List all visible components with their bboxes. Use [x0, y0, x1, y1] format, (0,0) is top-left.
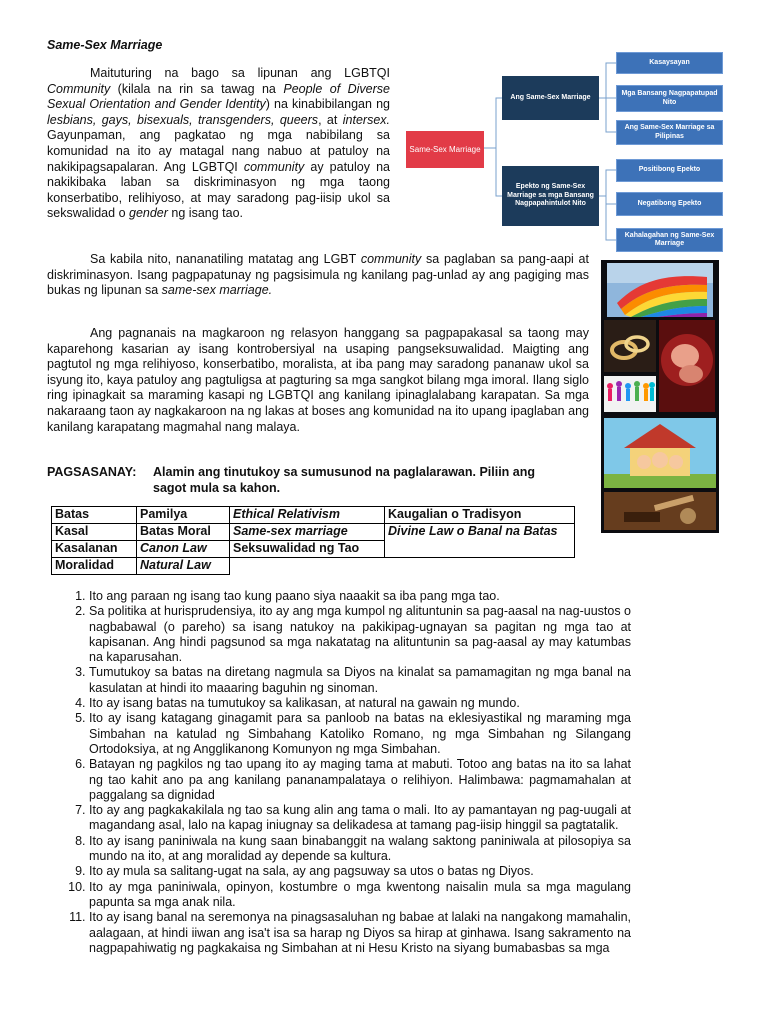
word-box-cell: Moralidad: [52, 558, 137, 575]
diagram-leaf-positibo: Positibong Epekto: [616, 159, 723, 182]
diagram-leaf-pilipinas: Ang Same-Sex Marriage sa Pilipinas: [616, 120, 723, 145]
diagram-leaf-mga-bansa: Mga Bansang Nagpapatupad Nito: [616, 85, 723, 112]
word-box-cell-divine-law: [385, 524, 575, 558]
diagram-leaf-kahalagahan: Kahalagahan ng Same-Sex Marriage: [616, 228, 723, 252]
connector-branch2-leaf2: [606, 196, 616, 204]
diagram-branch1-node: Ang Same-Sex Marriage: [502, 76, 599, 120]
connector-root-branch1: [484, 98, 502, 148]
diagram-branch2-node: Epekto ng Same-Sex Marriage sa mga Bansang Nagpapahintulot Nito: [502, 166, 599, 226]
question-item: 6. Batayan ng pagkilos ng tao upang ito ay maging tama at mabuti. Totoo ang batas na ito sa lahat ng tao kahit ano pa ang kanilang pananampalataya o relihiyon. Halimbawa: pagmamahalan at paggalang sa dignidad: [89, 757, 631, 803]
diagram-leaf-kasaysayan: Kasaysayan: [616, 52, 723, 74]
word-box-table: [51, 506, 575, 575]
diagram-leaf-negatibo: Negatibong Epekto: [616, 192, 723, 216]
word-box-cell: Pamilya: [137, 507, 230, 524]
question-item: 10. Ito ay mga paniniwala, opinyon, kostumbre o mga kwentong naisalin mula sa mga magulang papunta sa mga anak nila.: [89, 880, 631, 911]
rainbow-flag-photo: [607, 263, 713, 317]
connector-branch1-leaf3: [606, 98, 616, 132]
question-item: 3. Tumutukoy sa batas na diretang nagmula sa Diyos na kinalat sa pamamagitan ng mga banal na kasulatan at hindi ito maaaring baguhin ng sinoman.: [89, 665, 631, 696]
question-item: 11. Ito ay isang banal na seremonya na pinagsasaluhan ng babae at lalaki na nangakong mamahalin, aalagaan, at hindi iiwan ang isa't isa sa harap ng Diyos sa hirap at ginhawa. Isang sakramento na nagpapahiwatig ng pagkakaisa ng Simbahan at ni Hesu Kristo na siyang bumabasbas sa mga: [89, 910, 631, 956]
question-item: 1. Ito ang paraan ng isang tao kung paano siya naaakit sa iba pang mga tao.: [89, 589, 631, 604]
intro-paragraph: Maituturing na bago sa lipunan ang LGBTQI Community (kilala na rin sa tawag na People of Diverse Sexual Orientation and Gender Identity) na kinabibilangan ng lesbians, gays, bisexuals, transgenders, queers, at intersex. Gayunpaman, ang pagkatao ng mga nabibilang sa komunidad na ito ay matagal nang nabuo at patuloy na nakikipagsapalaran. Ang LGBTQI community ay patuloy na nakikibaka laban sa diskriminasyon ng mga taong konserbatibo, relihiyoso, at may saradong pag-iisip ukol sa sekswalidad o gender ng isang tao.: [47, 66, 391, 221]
word-box-cell: Kasalanan: [52, 541, 137, 558]
connector-branch1-leaf1: [599, 63, 616, 98]
word-box-cell: Kaugalian o Tradisyon: [385, 507, 575, 524]
wedding-rings-photo: [604, 320, 656, 372]
exercise-instruction-line1: Alamin ang tinutukoy sa sumusunod na paglalarawan. Piliin ang: [153, 465, 536, 479]
question-item: 7. Ito ay ang pagkakakilala ng tao sa kung alin ang tama o mali. Ito ay pamantayan ng pag-uugali at magandang asal, lalo na kapag iniugnay sa delikadesa at tamang pag-iisip hinggil sa pagtatalik.: [89, 803, 631, 834]
photo-collage: [601, 260, 719, 533]
word-box-cell: Natural Law: [137, 558, 230, 575]
connector-branch2-leaf3: [606, 196, 616, 240]
gavel-photo: [604, 492, 716, 530]
question-item: 8. Ito ay isang paniniwala na kung saan binabanggit na walang saktong paniniwala at pilosopiya sa mundo na ito, at ang moralidad ay depende sa kultura.: [89, 834, 631, 865]
word-box-empty-cell: [385, 558, 575, 575]
word-box-cell: Ethical Relativism: [230, 507, 385, 524]
word-box-cell: Same-sex marriage: [230, 524, 385, 541]
question-item: 9. Ito ay mula sa salitang-ugat na sala, ay ang pagsuway sa utos o batas ng Diyos.: [89, 864, 631, 879]
question-item: 2. Sa politika at hurisprudensiya, ito ay ang mga kumpol ng alituntunin sa pag-aasal na nag-uustos o nagbabawal (o pareho) sa isang natukoy na pakikipag-ugnayan sa pagitan ng mga tao at kapisanan. Ang hindi pagsunod sa mga nakatatag na alituntunin sa pag-aasal ay may katumbas na kaparusahan.: [89, 604, 631, 665]
word-box-cell: Batas Moral: [137, 524, 230, 541]
exercise-instructions: [47, 464, 589, 496]
word-box-empty-cell: [230, 558, 385, 575]
fetus-photo: [659, 320, 715, 412]
question-list: [47, 589, 631, 956]
exercise-label: PAGSASANAY:: [47, 465, 137, 479]
connector-branch2-leaf1: [599, 170, 616, 196]
crowd-silhouettes-photo: [604, 376, 656, 412]
word-box-cell-divine-law-text: Divine Law o Banal na Batas: [388, 524, 558, 538]
word-box-cell: Seksuwalidad ng Tao: [230, 541, 385, 558]
exercise-instruction-line2: sagot mula sa kahon.: [153, 481, 281, 495]
word-box-cell: Canon Law: [137, 541, 230, 558]
word-box-cell: Batas: [52, 507, 137, 524]
family-cartoon-photo: [604, 418, 716, 488]
word-box-cell: Kasal: [52, 524, 137, 541]
question-item: 4. Ito ay isang batas na tumutukoy sa kalikasan, at natural na gawain ng mundo.: [89, 696, 631, 711]
diagram-root-node: Same-Sex Marriage: [406, 131, 484, 168]
question-item: 5. Ito ay isang katagang ginagamit para sa panloob na batas na eklesiyastikal ng maraming mga Simbahan na katulad ng Simbahang Katoliko Romano, ng mga Simbahan ng Silangang Ortodoksiya, at ng Angglikanong Komunyon ng mga Simbahan.: [89, 711, 631, 757]
paragraph-3: Ang pagnanais na magkaroon ng relasyon hanggang sa pagpapakasal sa taong may kaparehong kasarian ay isang kontrobersiyal na usaping pangseksuwalidad. Maigting ang pagtutol ng mga relihiyoso, konserbatibo, moralista, at iba pang may saradong pananaw ukol sa isyung ito, kaya patuloy ang pagtuligsa at pagturing sa mga sangkot bilang mga imoral. Ilang siglo ring ipinagkait sa maraming kasapi ng LGBTQI ang kanilang ipinaglalabang karapatan. Sa mga nakaraang taon ay nagkakaroon na ng lakas at boses ang komunidad na ito upang ipaglaban ang kanilang karapatang magmahal nang malaya.: [47, 326, 589, 434]
section-title: Same-Sex Marriage: [47, 38, 163, 52]
paragraph-2: Sa kabila nito, nananatiling matatag ang LGBT community sa paglaban sa pang-aapi at diskriminasyon. Isang pagpapatunay ng pagsisimula ng kanilang pag-unlad ay ang pagiging mas bukas ng lipunan sa same-sex marriage.: [47, 252, 589, 298]
